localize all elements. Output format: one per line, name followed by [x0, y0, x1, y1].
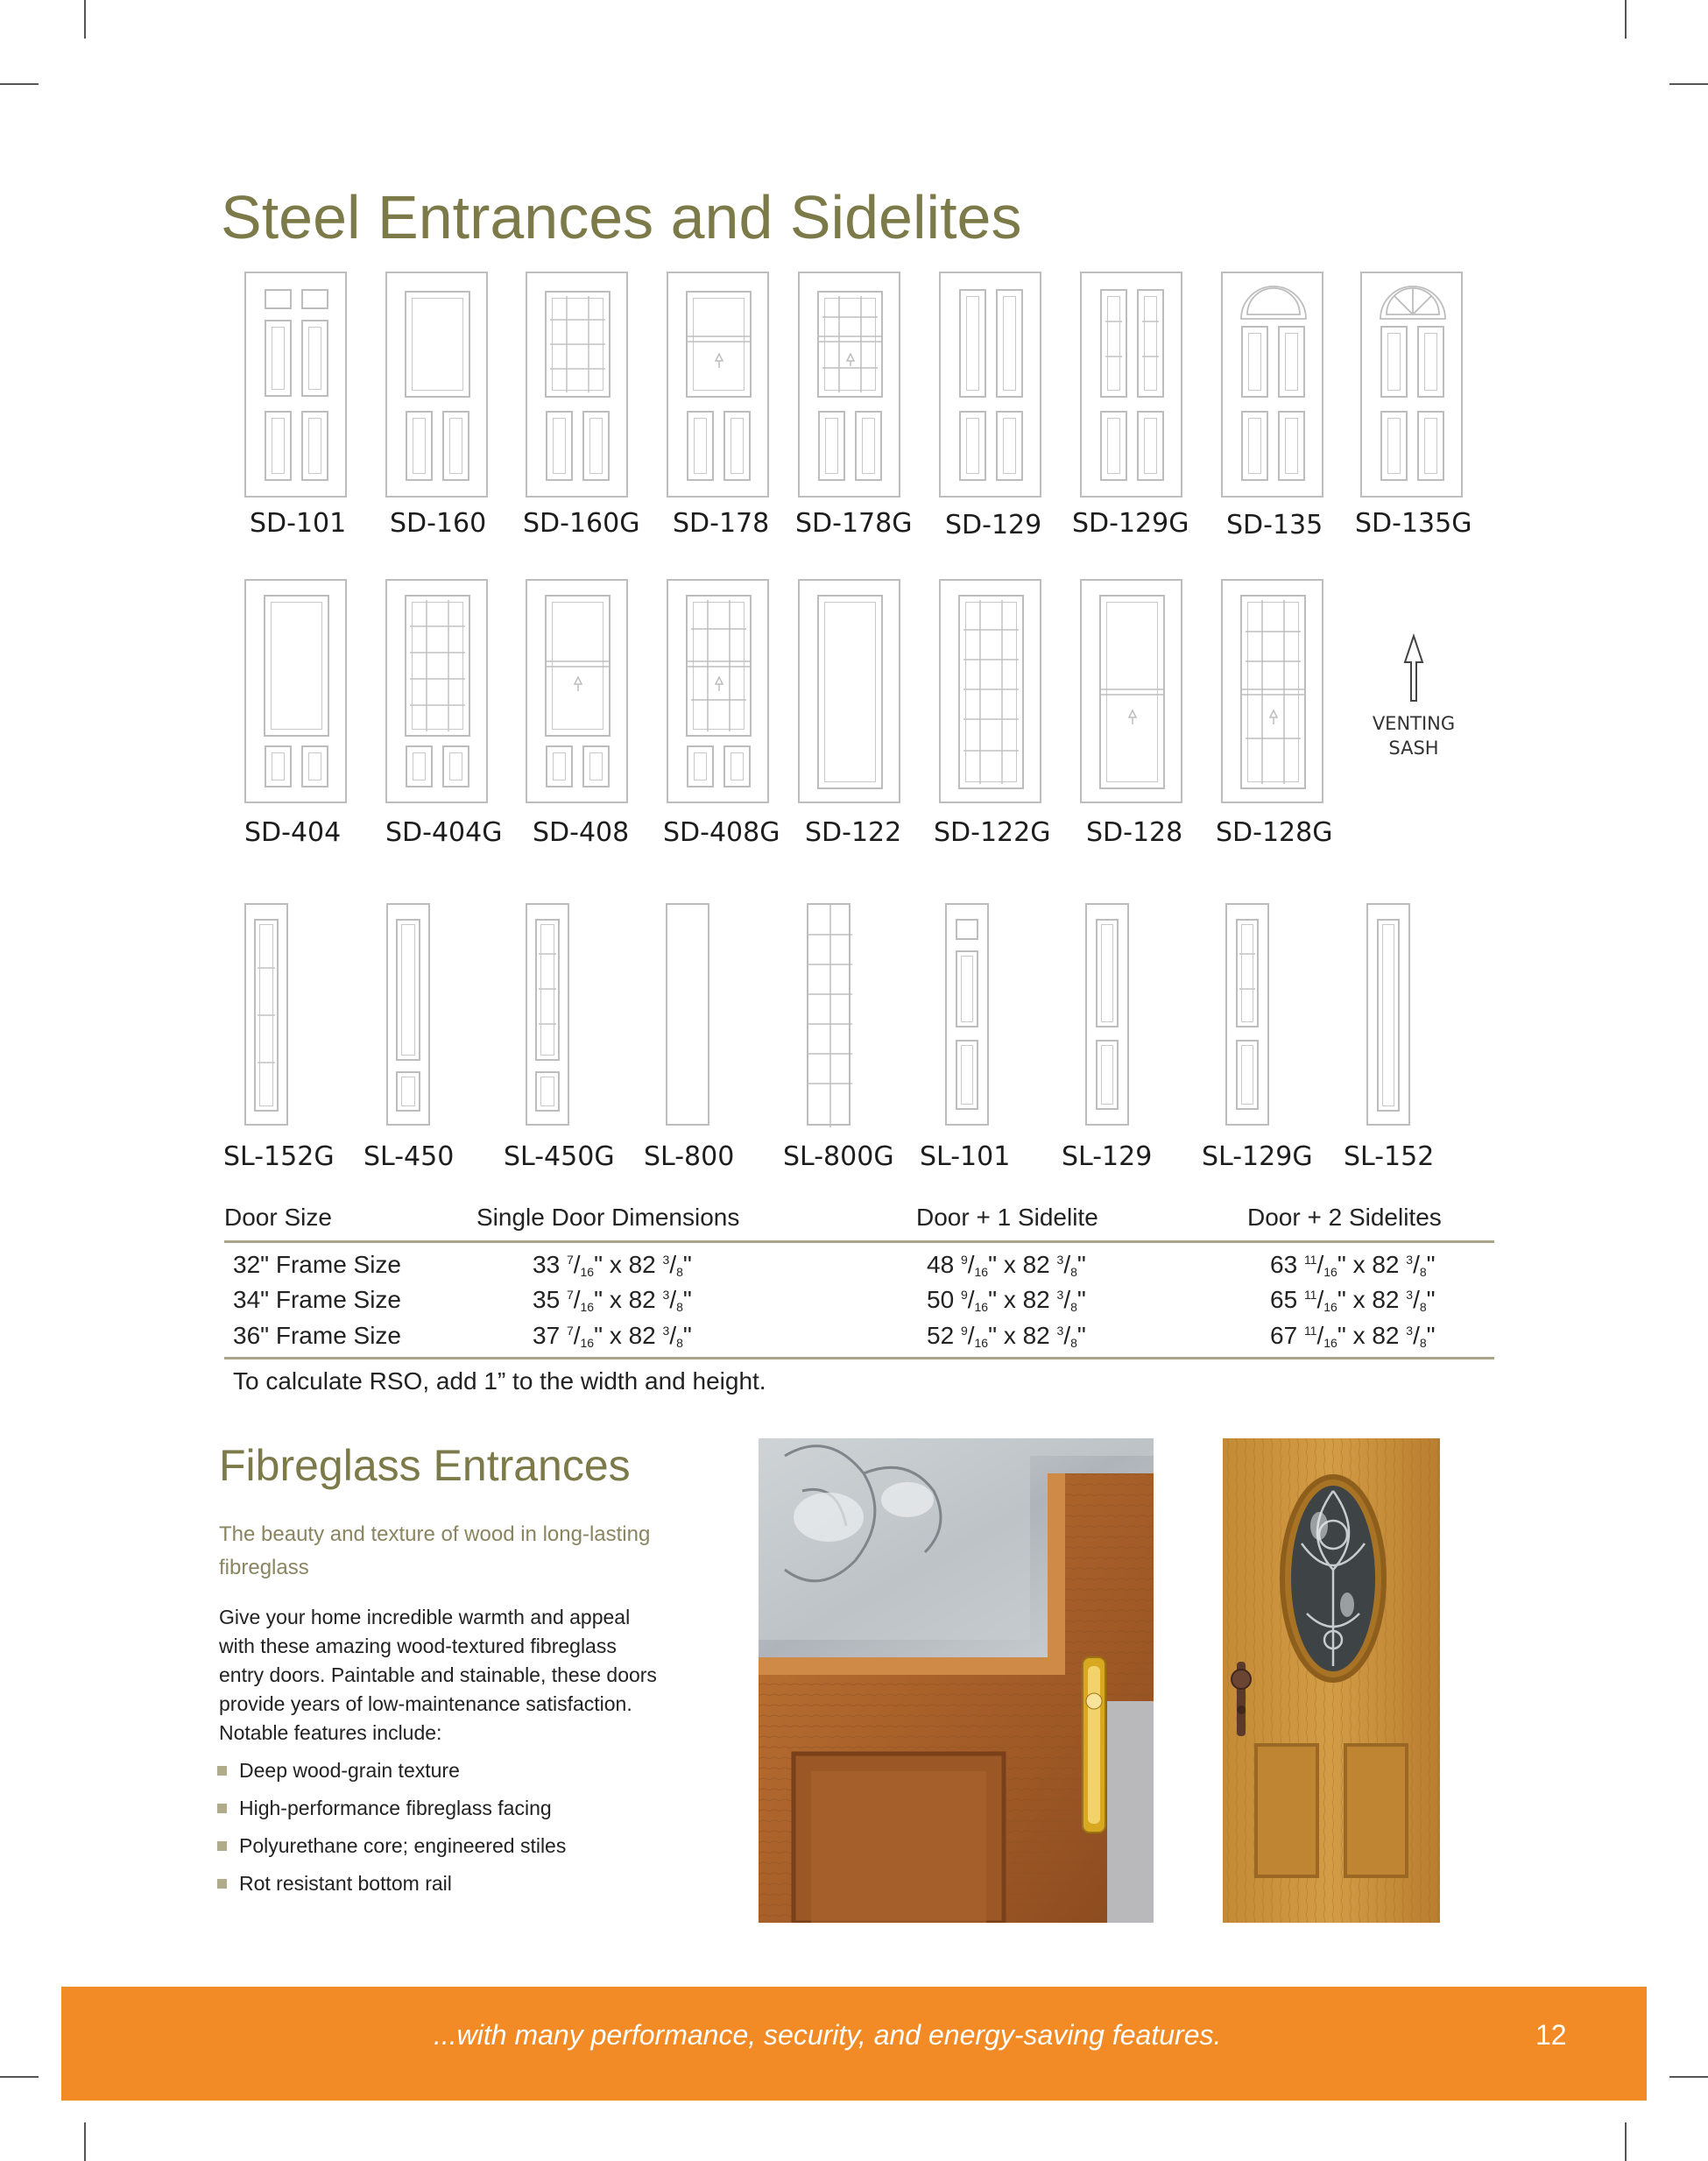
page-number: 12: [1535, 2019, 1567, 2051]
crop-mark: [84, 0, 86, 39]
door-code-label: SD-135G: [1355, 508, 1472, 539]
door-illustration[interactable]: [1221, 579, 1323, 803]
door-code-label: SD-129G: [1072, 508, 1189, 539]
arrow-up-icon: [1398, 632, 1429, 703]
door-illustration[interactable]: [798, 272, 900, 498]
sidelite-code-label: SL-450: [363, 1141, 455, 1172]
door-illustration[interactable]: [939, 272, 1041, 498]
row-frame-size: 34" Frame Size: [233, 1286, 402, 1313]
crop-mark: [1625, 0, 1627, 39]
two-sidelites-dimension: 63 $^{11}$/16" x 82 $^3$/8": [1270, 1251, 1436, 1279]
body-line: Give your home incredible warmth and appeal: [219, 1606, 631, 1628]
door-illustration[interactable]: [244, 272, 347, 498]
footer-bar: [61, 1987, 1647, 2101]
sidelite-illustration[interactable]: [1085, 903, 1129, 1126]
sidelite-code-label: SL-450G: [504, 1141, 615, 1172]
row-frame-size: 32" Frame Size: [233, 1251, 402, 1278]
row-frame-size: 36" Frame Size: [233, 1322, 402, 1349]
door-illustration[interactable]: [1080, 272, 1182, 498]
door-illustration[interactable]: [385, 579, 488, 803]
door-code-label: SD-128G: [1216, 817, 1333, 848]
page-title: Steel Entrances and Sidelites: [221, 183, 1022, 251]
single-dimension: 35 $^7$/16" x 82 $^3$/8": [533, 1286, 692, 1314]
sidelite-illustration[interactable]: [1225, 903, 1269, 1126]
sidelite-illustration[interactable]: [526, 903, 569, 1126]
sidelite-code-label: SL-129: [1062, 1141, 1153, 1172]
bullet-icon: [217, 1804, 227, 1813]
header-single-door: Single Door Dimensions: [476, 1204, 740, 1231]
door-code-label: SD-178: [673, 508, 770, 539]
sidelite-illustration[interactable]: [244, 903, 288, 1126]
door-code-label: SD-129: [945, 510, 1042, 540]
sidelite-illustration[interactable]: [386, 903, 430, 1126]
body-line: with these amazing wood-textured fibreglass: [219, 1635, 617, 1657]
door-code-label: SD-408G: [663, 817, 780, 848]
bullet-icon: [217, 1841, 227, 1851]
door-illustration[interactable]: [244, 579, 347, 803]
bullet-icon: [217, 1766, 227, 1776]
door-illustration[interactable]: [798, 579, 900, 803]
two-sidelites-dimension: 67 $^{11}$/16" x 82 $^3$/8": [1270, 1322, 1436, 1350]
crop-mark: [1625, 2122, 1627, 2161]
door-illustration[interactable]: [1080, 579, 1182, 803]
fibreglass-door-photo: [1223, 1438, 1440, 1923]
one-sidelite-dimension: 48 $^9$/16" x 82 $^3$/8": [927, 1251, 1086, 1279]
sidelite-illustration[interactable]: [1366, 903, 1410, 1126]
door-illustration[interactable]: [526, 579, 628, 803]
feature-bullet: Rot resistant bottom rail: [239, 1872, 452, 1896]
feature-bullet: High-performance fibreglass facing: [239, 1797, 552, 1820]
door-illustration[interactable]: [667, 579, 769, 803]
table-rule-top: [224, 1240, 1494, 1243]
bullet-icon: [217, 1879, 227, 1889]
feature-bullet: Deep wood-grain texture: [239, 1759, 460, 1783]
sidelite-illustration[interactable]: [807, 903, 850, 1126]
door-code-label: SD-160G: [523, 508, 640, 539]
crop-mark: [1669, 83, 1708, 85]
table-rule-bottom: [224, 1357, 1494, 1359]
door-code-label: SD-404: [244, 817, 342, 848]
door-illustration[interactable]: [667, 272, 769, 498]
door-code-label: SD-128: [1086, 817, 1183, 848]
body-line: Notable features include:: [219, 1721, 442, 1744]
rso-note: To calculate RSO, add 1” to the width and height.: [233, 1367, 766, 1395]
crop-mark: [84, 2122, 86, 2161]
sidelite-code-label: SL-800: [644, 1141, 735, 1172]
sidelite-code-label: SL-800G: [783, 1141, 894, 1172]
subtitle-line: The beauty and texture of wood in long-lasting: [219, 1522, 651, 1546]
section-body: [219, 1603, 657, 1748]
door-illustration[interactable]: [385, 272, 488, 498]
subtitle-line: fibreglass: [219, 1556, 309, 1579]
door-code-label: SD-408: [533, 817, 630, 848]
door-code-label: SD-135: [1226, 510, 1323, 540]
one-sidelite-dimension: 52 $^9$/16" x 82 $^3$/8": [927, 1322, 1086, 1350]
header-door-one-sidelite: Door + 1 Sidelite: [916, 1204, 1098, 1231]
single-dimension: 33 $^7$/16" x 82 $^3$/8": [533, 1251, 692, 1279]
door-code-label: SD-122: [805, 817, 902, 848]
section-subtitle: [219, 1518, 650, 1585]
sidelite-illustration[interactable]: [666, 903, 709, 1126]
crop-mark: [0, 83, 39, 85]
sidelite-code-label: SL-129G: [1202, 1141, 1313, 1172]
door-code-label: SD-178G: [795, 508, 913, 539]
venting-line: VENTING: [1372, 713, 1456, 734]
crop-mark: [0, 2076, 39, 2078]
feature-bullet: Polyurethane core; engineered stiles: [239, 1834, 566, 1858]
door-detail-photo: [759, 1438, 1154, 1923]
body-line: entry doors. Paintable and stainable, these doors: [219, 1663, 657, 1686]
door-code-label: SD-101: [250, 508, 347, 539]
sidelite-code-label: SL-152G: [223, 1141, 335, 1172]
sidelite-code-label: SL-101: [920, 1141, 1011, 1172]
door-illustration[interactable]: [526, 272, 628, 498]
crop-mark: [1669, 2076, 1708, 2078]
sidelite-illustration[interactable]: [945, 903, 989, 1126]
sidelite-code-label: SL-152: [1344, 1141, 1435, 1172]
one-sidelite-dimension: 50 $^9$/16" x 82 $^3$/8": [927, 1286, 1086, 1314]
door-illustration[interactable]: [1221, 272, 1323, 498]
door-code-label: SD-122G: [934, 817, 1051, 848]
header-door-two-sidelites: Door + 2 Sidelites: [1247, 1204, 1442, 1231]
door-illustration[interactable]: [1360, 272, 1463, 498]
door-code-label: SD-160: [390, 508, 487, 539]
section-title: Fibreglass Entrances: [219, 1441, 631, 1490]
two-sidelites-dimension: 65 $^{11}$/16" x 82 $^3$/8": [1270, 1286, 1436, 1314]
header-door-size: Door Size: [224, 1204, 332, 1231]
door-code-label: SD-404G: [385, 817, 503, 848]
sash-line: SASH: [1388, 738, 1439, 759]
venting-sash-note: [1362, 711, 1465, 760]
single-dimension: 37 $^7$/16" x 82 $^3$/8": [533, 1322, 692, 1350]
door-illustration[interactable]: [939, 579, 1041, 803]
footer-tagline: ...with many performance, security, and energy-saving features.: [434, 2019, 1222, 2051]
body-line: provide years of low-maintenance satisfaction.: [219, 1692, 632, 1715]
